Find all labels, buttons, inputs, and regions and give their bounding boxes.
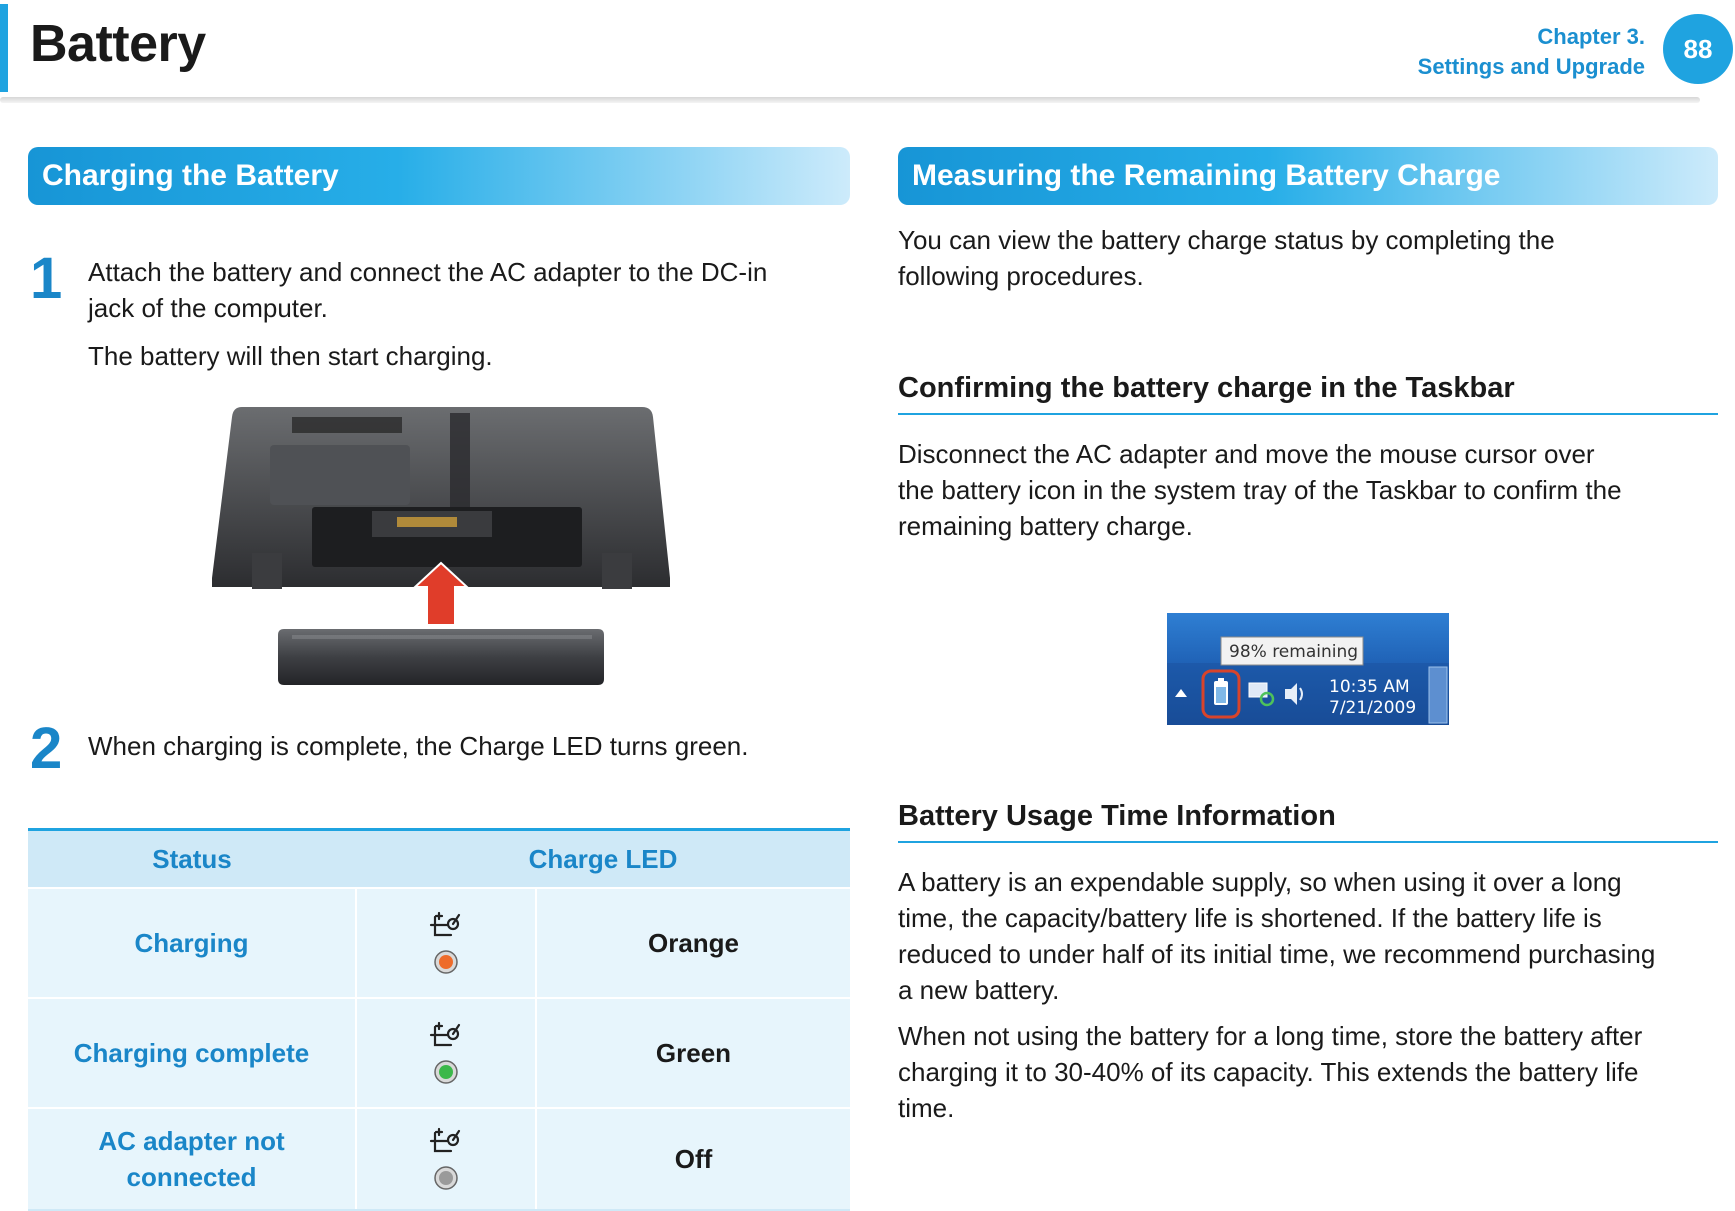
usage-paragraph-1 [898, 864, 1655, 1008]
taskbar-battery-screenshot [1167, 613, 1449, 725]
charge-led-icon [429, 1127, 463, 1157]
usage-p1-line-1: A battery is an expendable supply, so when using it over a long [898, 867, 1622, 897]
led-color-off: Off [536, 1108, 850, 1210]
step-1-line-1: Attach the battery and connect the AC adapter to the DC-in [88, 257, 768, 287]
status-ac-adapter-not-connected [28, 1108, 356, 1210]
led-dot-orange-icon [433, 949, 459, 975]
usage-p2-line-3: time. [898, 1093, 955, 1123]
header-divider [0, 97, 1700, 103]
usage-subheading: Battery Usage Time Information [898, 800, 1336, 832]
intro-text [898, 222, 1555, 294]
led-dot-off-icon [433, 1165, 459, 1191]
charge-led-icon [429, 1021, 463, 1051]
section-title-charging: Charging the Battery [28, 147, 850, 205]
page-title: Battery [30, 15, 206, 73]
led-indicator [429, 1127, 463, 1191]
section-title-remaining-charge: Measuring the Remaining Battery Charge [898, 147, 1718, 205]
led-cell [356, 888, 536, 998]
chapter-label [1418, 22, 1645, 82]
usage-paragraph-2 [898, 1018, 1642, 1126]
chapter-number: Chapter 3. [1537, 24, 1645, 49]
status-charging-complete: Charging complete [28, 998, 356, 1108]
led-cell [356, 998, 536, 1108]
clock-time: 10:35 AM [1329, 677, 1410, 697]
step-2-text: When charging is complete, the Charge LED turns green. [88, 731, 749, 761]
led-dot-green-icon [433, 1059, 459, 1085]
page-number-badge: 88 [1663, 14, 1733, 84]
taskbar-line-3: remaining battery charge. [898, 511, 1193, 541]
led-color-orange: Orange [536, 888, 850, 998]
header-accent-bar [0, 4, 8, 92]
step-1-note: The battery will then start charging. [88, 341, 493, 371]
status-line-2: connected [126, 1162, 257, 1192]
taskbar-subheading: Conﬁrming the battery charge in the Taskbar [898, 372, 1515, 404]
led-indicator [429, 1021, 463, 1085]
tooltip-text: 98% remaining [1229, 642, 1359, 662]
usage-p1-line-3: reduced to under half of its initial time, we recommend purchasing [898, 939, 1656, 969]
step-number-1: 1 [30, 246, 63, 311]
header-status: Status [28, 830, 356, 889]
clock-date: 7/21/2009 [1329, 698, 1417, 718]
laptop-battery-illustration [212, 403, 670, 687]
taskbar-subheading-rule [898, 413, 1718, 415]
intro-line-1: You can view the battery charge status by completing the [898, 225, 1555, 255]
led-indicator [429, 911, 463, 975]
table-row [28, 998, 850, 1108]
usage-p2-line-2: charging it to 30-40% of its capacity. This extends the battery life [898, 1057, 1639, 1087]
charge-led-icon [429, 911, 463, 941]
step-number-2: 2 [30, 716, 63, 781]
taskbar-text [898, 436, 1622, 544]
step-1-line-2: jack of the computer. [88, 293, 328, 323]
taskbar-line-1: Disconnect the AC adapter and move the mouse cursor over [898, 439, 1595, 469]
status-line-1: AC adapter not [98, 1126, 285, 1156]
usage-subheading-rule [898, 841, 1718, 843]
step-1-text [88, 254, 767, 326]
usage-p1-line-4: a new battery. [898, 975, 1060, 1005]
usage-p2-line-1: When not using the battery for a long time, store the battery after [898, 1021, 1643, 1051]
led-color-green: Green [536, 998, 850, 1108]
header-charge-led: Charge LED [356, 830, 850, 889]
table-header-row [28, 830, 850, 889]
status-charging: Charging [28, 888, 356, 998]
led-cell [356, 1108, 536, 1210]
taskbar-line-2: the battery icon in the system tray of the Taskbar to conﬁrm the [898, 475, 1622, 505]
table-row [28, 1108, 850, 1210]
intro-line-2: following procedures. [898, 261, 1144, 291]
charge-led-table [28, 828, 850, 1211]
usage-p1-line-2: time, the capacity/battery life is shortened. If the battery life is [898, 903, 1602, 933]
chapter-title: Settings and Upgrade [1417, 54, 1645, 79]
table-row [28, 888, 850, 998]
